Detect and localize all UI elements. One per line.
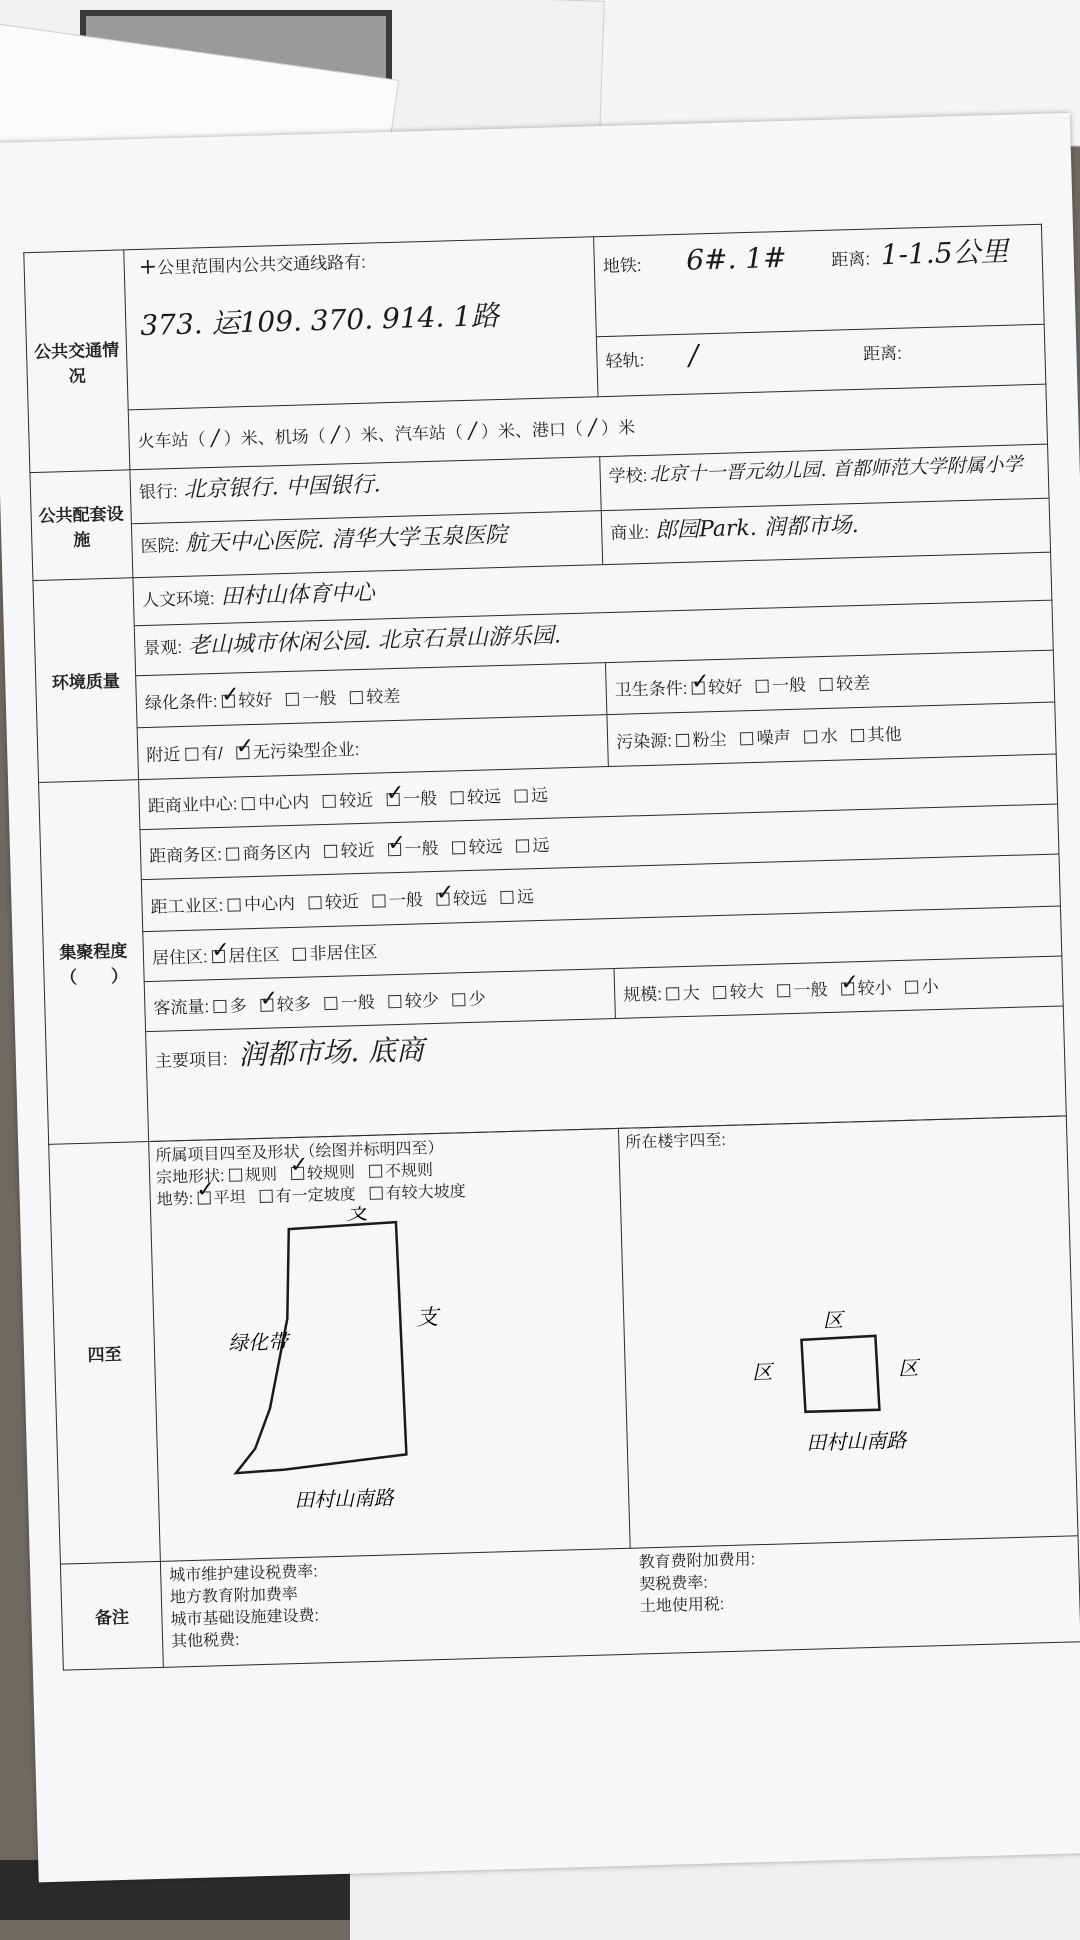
traffic-checkbox-3[interactable]	[389, 995, 402, 1008]
terrain-option-1[interactable]	[259, 1184, 356, 1209]
scale-option-0[interactable]	[666, 979, 700, 1005]
agglomeration-title: 集聚程度	[59, 941, 128, 962]
projects-value: 润都市场. 底商	[237, 1033, 425, 1072]
pollution-checkbox-3[interactable]	[851, 729, 864, 742]
scale-option-2[interactable]	[777, 975, 828, 1001]
commercial-center-option-label-2: 一般	[402, 788, 438, 809]
shape-option-0[interactable]	[229, 1164, 278, 1187]
port-value: /	[588, 414, 597, 440]
commercial-center-option-label-1: 较近	[338, 790, 374, 811]
scale-checkbox-4[interactable]	[905, 980, 918, 993]
scale-checkbox-1[interactable]	[714, 986, 727, 999]
traffic-option-label-0: 多	[229, 996, 248, 1016]
bus-station-label: 汽车站（	[394, 422, 464, 444]
bus-label: 公里范围内公共交通线路有:	[156, 252, 367, 278]
residential-option-1[interactable]	[293, 938, 378, 965]
business-district-option-1[interactable]	[324, 836, 375, 862]
shape-option-1[interactable]	[291, 1162, 356, 1186]
sketch-left-left: 绿化带	[228, 1330, 289, 1356]
commerce-label: 商业:	[610, 522, 650, 543]
residential-label: 居住区:	[151, 947, 209, 968]
shape-checkbox-1[interactable]	[291, 1167, 304, 1180]
residential-options	[212, 942, 391, 966]
bus-station-unit: ）米、	[480, 420, 533, 441]
scale-option-4[interactable]	[905, 972, 939, 998]
building-sketch	[626, 1143, 1071, 1535]
shape-label: 宗地形状:	[155, 1167, 225, 1187]
sanitation-option-label-0: 较好	[707, 677, 743, 698]
business-district-option-4[interactable]	[516, 831, 550, 857]
sketch-right-bottom: 田村山南路	[805, 1428, 907, 1455]
commercial-center-option-1[interactable]	[323, 786, 374, 812]
traffic-option-1[interactable]	[260, 989, 311, 1015]
pollution-checkbox-0[interactable]	[676, 734, 689, 747]
commercial-center-checkbox-4[interactable]	[515, 789, 528, 802]
greening-option-1[interactable]	[286, 684, 337, 710]
commercial-center-checkbox-2[interactable]	[387, 793, 400, 806]
sanitation-option-label-2: 较差	[835, 673, 871, 694]
note-line-4: 其他税费:	[170, 1631, 240, 1651]
scale-options	[666, 977, 952, 1004]
industrial-label: 距工业区:	[150, 895, 224, 917]
business-district-checkbox-4[interactable]	[516, 839, 529, 852]
traffic-checkbox-4[interactable]	[453, 993, 466, 1006]
hospital-value: 航天中心医院. 清华大学玉泉医院	[184, 522, 508, 557]
sketch-right-top: 区	[822, 1307, 844, 1333]
commerce-value: 郎园Park. 润都市场.	[654, 512, 860, 544]
light-rail-value: /	[688, 338, 699, 372]
train-station-unit: ）米、	[223, 427, 275, 449]
survey-form-sheet	[0, 113, 1080, 1882]
pollution-checkbox-1[interactable]	[740, 732, 753, 745]
note-line-3: 城市基础设施建设费:	[170, 1607, 320, 1629]
pollution-option-label-2: 水	[820, 726, 838, 747]
notes-right-cell	[630, 1536, 1080, 1654]
commercial-center-option-label-0: 中心内	[257, 792, 310, 813]
project-boundaries-cell	[149, 1128, 631, 1561]
shape-options	[229, 1162, 447, 1185]
commercial-center-checkbox-1[interactable]	[323, 795, 336, 808]
scale-option-1[interactable]	[713, 977, 764, 1003]
greening-option-label-1: 一般	[302, 688, 337, 709]
terrain-option-0[interactable]	[197, 1187, 246, 1210]
school-label: 学校:	[608, 465, 648, 486]
building-outline	[801, 1336, 879, 1412]
terrain-option-2[interactable]	[369, 1181, 466, 1206]
sketch-left-right: 支	[416, 1305, 439, 1331]
pollution-option-0[interactable]	[676, 725, 727, 751]
subway-distance-label: 距离:	[831, 249, 871, 270]
agglomeration-sub: （ ）	[59, 966, 129, 987]
pollution-options	[676, 724, 915, 750]
notes-section-label: 备注	[60, 1561, 163, 1670]
note-line-2: 地方教育附加费率	[169, 1586, 299, 1607]
airport-label: 机场（	[274, 426, 326, 447]
nearby-option-label-0: 有/	[200, 743, 224, 764]
sketch-right-left: 区	[751, 1359, 773, 1385]
bank-value: 北京银行. 中国银行.	[183, 472, 381, 503]
sanitation-options	[692, 673, 884, 697]
terrain-label: 地势:	[156, 1190, 194, 1209]
greening-checkbox-1[interactable]	[286, 693, 299, 706]
traffic-checkbox-0[interactable]	[214, 1000, 227, 1013]
bus-station-value: /	[468, 418, 477, 444]
business-district-option-0[interactable]	[226, 837, 311, 864]
business-district-option-label-1: 较近	[340, 840, 375, 861]
industrial-option-1[interactable]	[309, 887, 360, 913]
train-station-value: /	[211, 425, 220, 451]
commercial-center-option-label-4: 远	[530, 785, 549, 806]
nearby-option-0[interactable]	[185, 739, 223, 765]
shape-option-2[interactable]	[369, 1160, 434, 1184]
subway-label: 地铁:	[602, 255, 642, 277]
greening-option-label-0: 较好	[238, 690, 273, 711]
terrain-checkbox-0[interactable]	[197, 1191, 210, 1204]
business-district-label: 距商务区:	[148, 844, 223, 866]
industrial-options	[228, 887, 548, 915]
shape-checkbox-2[interactable]	[369, 1165, 382, 1178]
traffic-option-label-1: 较多	[276, 994, 312, 1015]
shape-checkbox-0[interactable]	[229, 1168, 242, 1181]
sketch-left-top: 支	[345, 1199, 369, 1226]
port-unit: ）米	[600, 417, 636, 438]
pollution-option-label-0: 粉尘	[692, 729, 727, 750]
traffic-option-3[interactable]	[388, 986, 439, 1012]
pollution-label: 污染源:	[615, 731, 673, 752]
pollution-option-label-1: 噪声	[756, 727, 791, 748]
greening-checkbox-2[interactable]	[350, 691, 363, 704]
industrial-option-label-4: 远	[516, 887, 535, 907]
facilities-section-label: 公共配套设施	[30, 470, 133, 581]
traffic-options	[214, 989, 500, 1016]
business-district-options	[226, 835, 563, 863]
industrial-option-label-2: 一般	[388, 890, 424, 911]
port-label: 港口（	[531, 419, 584, 440]
sanitation-option-label-1: 一般	[771, 675, 807, 696]
scale-option-3[interactable]	[841, 973, 892, 999]
greening-checkbox-0[interactable]	[222, 694, 235, 707]
subway-value: 6#. 1#	[685, 240, 788, 277]
business-district-checkbox-1[interactable]	[324, 845, 337, 858]
industrial-option-label-1: 较近	[324, 892, 360, 913]
agglomeration-section-label	[39, 780, 149, 1145]
traffic-option-label-4: 少	[468, 989, 487, 1010]
sanitation-checkbox-2[interactable]	[820, 678, 833, 691]
commercial-center-option-4[interactable]	[515, 781, 549, 807]
landscape-label: 景观:	[143, 637, 183, 658]
industrial-checkbox-2[interactable]	[373, 894, 386, 907]
commercial-center-checkbox-3[interactable]	[451, 791, 464, 804]
nearby-label: 附近	[146, 745, 181, 765]
commercial-center-option-label-3: 较远	[466, 787, 502, 808]
transport-section-label: 公共交通情况	[24, 250, 130, 473]
traffic-option-label-2: 一般	[340, 992, 376, 1013]
bus-prefix: +	[138, 254, 158, 280]
industrial-option-0[interactable]	[228, 889, 296, 916]
bus-value: 373. 运109. 370. 914. 1路	[139, 298, 500, 342]
nearby-option-1[interactable]	[236, 735, 359, 763]
sanitation-label: 卫生条件:	[614, 678, 688, 700]
nearby-checkbox-1[interactable]	[237, 746, 250, 759]
traffic-option-0[interactable]	[213, 991, 247, 1017]
note-line-7: 土地使用税:	[639, 1596, 725, 1616]
nearby-option-label-1: 无污染型企业:	[252, 740, 360, 762]
industrial-option-label-3: 较远	[452, 888, 488, 909]
greening-label: 绿化条件:	[144, 691, 218, 713]
hospital-label: 医院:	[140, 535, 180, 557]
airport-unit: ）米、	[343, 424, 396, 445]
survey-form	[23, 224, 1080, 1671]
school-value: 北京十一晋元幼儿园. 首都师范大学附属小学	[649, 453, 1023, 486]
business-district-option-label-0: 商务区内	[242, 842, 311, 864]
industrial-option-label-0: 中心内	[243, 893, 296, 915]
scale-option-label-3: 较小	[857, 978, 892, 999]
pollution-option-1[interactable]	[740, 723, 791, 749]
environment-section-label: 环境质量	[33, 578, 139, 783]
greening-options	[222, 686, 414, 710]
scale-checkbox-3[interactable]	[841, 982, 854, 995]
building-boundaries-cell	[618, 1116, 1078, 1548]
sanitation-checkbox-0[interactable]	[692, 681, 705, 694]
subway-distance-value: 1-1.5公里	[880, 234, 1009, 272]
residential-option-0[interactable]	[212, 940, 280, 967]
residential-checkbox-1[interactable]	[293, 948, 306, 961]
light-rail-distance-label: 距离:	[862, 343, 903, 364]
scale-option-label-4: 小	[921, 976, 939, 997]
residential-option-label-0: 居住区	[228, 945, 280, 966]
residential-checkbox-0[interactable]	[212, 950, 225, 963]
greening-option-0[interactable]	[222, 685, 273, 711]
project-boundaries-title: 所属项目四至及形状（绘图并标明四至）	[155, 1139, 444, 1165]
shape-option-label-0: 规则	[244, 1166, 278, 1185]
airport-value: /	[331, 421, 340, 448]
traffic-checkbox-2[interactable]	[325, 997, 338, 1010]
sanitation-option-2[interactable]	[820, 669, 871, 695]
pollution-option-label-3: 其他	[867, 724, 902, 745]
note-line-1: 城市维护建设税费率:	[169, 1563, 318, 1585]
sketch-right-right: 区	[897, 1355, 919, 1381]
traffic-option-4[interactable]	[452, 985, 486, 1011]
humanities-value: 田村山体育中心	[220, 580, 376, 610]
sketch-left-bottom: 田村山南路	[294, 1486, 394, 1513]
nearby-checkbox-0[interactable]	[185, 748, 198, 761]
industrial-checkbox-0[interactable]	[228, 898, 241, 911]
projects-label: 主要项目:	[154, 1049, 228, 1071]
scale-option-label-1: 较大	[729, 981, 764, 1002]
terrain-checkbox-2[interactable]	[369, 1187, 382, 1200]
commercial-center-option-2[interactable]	[387, 784, 438, 810]
business-district-option-3[interactable]	[452, 832, 503, 858]
terrain-option-label-2: 有较大坡度	[385, 1183, 466, 1203]
sanitation-option-1[interactable]	[756, 671, 807, 697]
traffic-checkbox-1[interactable]	[261, 998, 274, 1011]
terrain-option-label-0: 平坦	[213, 1189, 246, 1208]
business-district-checkbox-2[interactable]	[388, 843, 401, 856]
terrain-checkbox-1[interactable]	[259, 1190, 272, 1203]
shape-option-label-2: 不规则	[384, 1162, 434, 1181]
industrial-checkbox-3[interactable]	[437, 893, 450, 906]
note-line-6: 契税费率:	[638, 1574, 708, 1594]
building-boundaries-title: 所在楼宇四至:	[625, 1131, 727, 1152]
industrial-option-3[interactable]	[437, 884, 488, 910]
business-district-checkbox-3[interactable]	[452, 841, 465, 854]
scale-checkbox-2[interactable]	[777, 984, 790, 997]
business-district-checkbox-0[interactable]	[226, 847, 239, 860]
industrial-checkbox-1[interactable]	[309, 896, 322, 909]
project-sketch	[157, 1199, 623, 1532]
commercial-center-options	[242, 785, 562, 813]
business-district-option-label-4: 远	[532, 835, 550, 856]
greening-option-label-2: 较差	[366, 686, 401, 707]
landscape-value: 老山城市休闲公园. 北京石景山游乐园.	[187, 623, 562, 659]
pollution-option-2[interactable]	[804, 722, 838, 748]
sanitation-option-0[interactable]	[692, 672, 743, 698]
business-district-option-label-3: 较远	[468, 837, 503, 857]
business-district-option-label-2: 一般	[404, 838, 439, 859]
traffic-option-label-3: 较少	[404, 990, 440, 1011]
terrain-option-label-1: 有一定坡度	[275, 1186, 356, 1206]
survey-table	[23, 224, 1080, 1671]
traffic-label: 客流量:	[153, 997, 210, 1018]
shape-option-label-1: 较规则	[306, 1164, 356, 1183]
scale-checkbox-0[interactable]	[667, 987, 680, 1000]
commercial-center-label: 距商业中心:	[147, 794, 238, 816]
industrial-checkbox-4[interactable]	[501, 891, 514, 904]
humanities-label: 人文环境:	[141, 588, 216, 611]
industrial-option-2[interactable]	[373, 885, 424, 911]
boundaries-section-label: 四至	[49, 1142, 161, 1565]
subway-cell	[594, 224, 1045, 336]
bank-label: 银行:	[138, 481, 179, 503]
commercial-center-option-3[interactable]	[451, 782, 502, 808]
business-district-option-2[interactable]	[388, 834, 439, 860]
industrial-option-4[interactable]	[501, 882, 535, 908]
pollution-option-3[interactable]	[851, 720, 902, 746]
traffic-option-2[interactable]	[324, 988, 375, 1014]
sanitation-checkbox-1[interactable]	[756, 680, 769, 693]
notes-left-cell	[160, 1548, 633, 1667]
light-rail-label: 轻轨:	[605, 350, 645, 371]
train-station-label: 火车站（	[137, 429, 206, 451]
bus-lines-cell	[124, 237, 598, 410]
residential-option-label-1: 非居住区	[309, 942, 378, 964]
commercial-center-checkbox-0[interactable]	[242, 797, 255, 810]
nearby-options	[185, 740, 374, 764]
pollution-checkbox-2[interactable]	[804, 730, 817, 743]
commercial-center-option-0[interactable]	[242, 787, 310, 814]
scale-option-label-0: 大	[682, 983, 700, 1004]
greening-option-2[interactable]	[350, 682, 401, 708]
scale-label: 规模:	[622, 984, 663, 1005]
note-line-5: 教育费附加费用:	[638, 1551, 756, 1572]
scale-option-label-2: 一般	[793, 980, 828, 1000]
